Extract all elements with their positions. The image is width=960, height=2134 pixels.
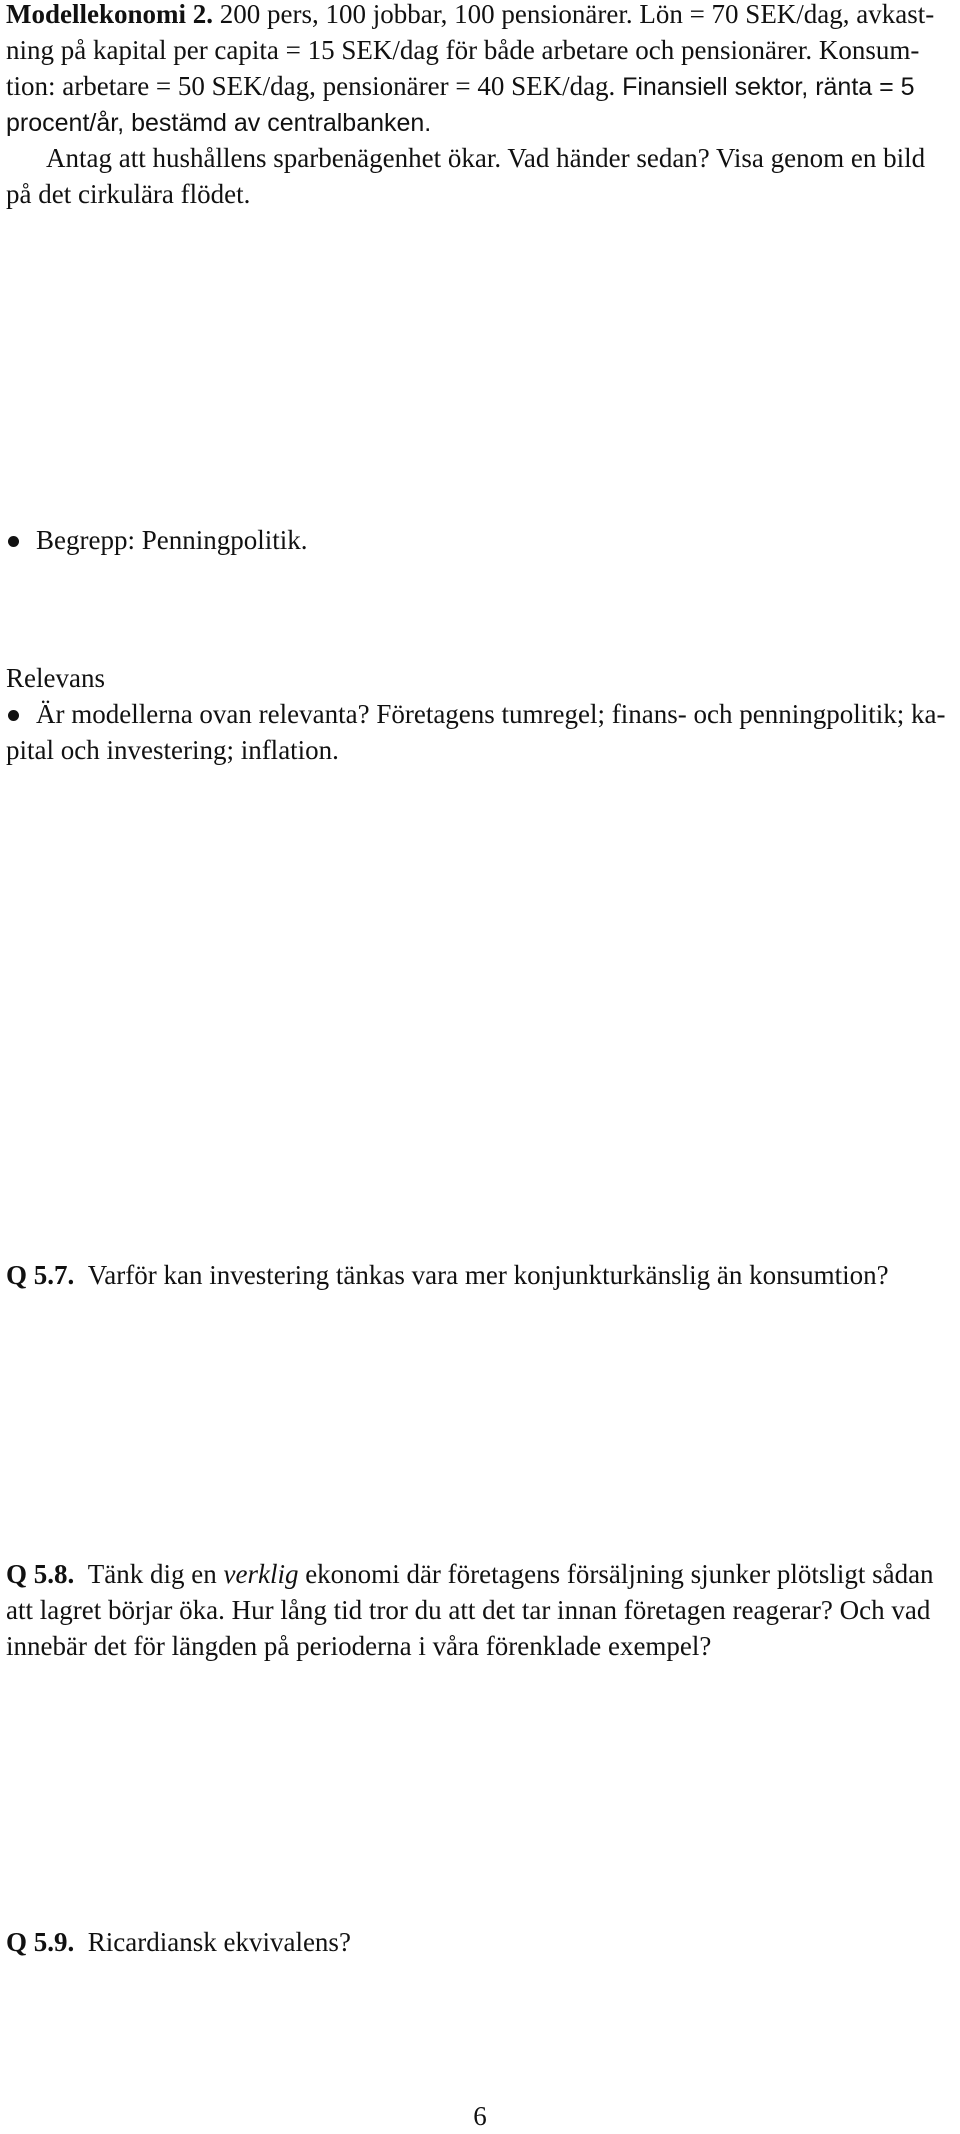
question-5-8: [6, 1556, 950, 1664]
model-economy-2-line-2: ning på kapital per capita = 15 SEK/dag för både arbetare och pensionärer. Konsum-: [6, 35, 920, 65]
question-5-8-line-3: innebär det för längden på perioderna i våra förenklade exempel?: [6, 1631, 712, 1661]
concept-text: Begrepp: Penningpolitik.: [36, 525, 308, 555]
model-economy-2-line-4: procent/år, bestämd av centralbanken.: [6, 109, 432, 137]
savings-question-paragraph: [6, 140, 950, 212]
page-number: 6: [473, 2101, 487, 2131]
consumption-text: tion: arbetare = 50 SEK/dag, pensionärer = 40 SEK/dag.: [6, 71, 616, 101]
concept-bullet: [6, 522, 950, 558]
model-economy-2-line-1: [6, 0, 950, 32]
question-5-8-text-b: ekonomi där företagens försäljning sjunker plötsligt sådan: [305, 1559, 934, 1589]
question-5-9-line: [6, 1924, 950, 1960]
question-5-9-label: Q 5.9.: [6, 1927, 75, 1957]
model-economy-2-line-3: [6, 68, 950, 105]
relevance-line-1: Är modellerna ovan relevanta? Företagens tumregel; finans- och penningpolitik; ka-: [36, 699, 946, 729]
relevance-heading: Relevans: [6, 663, 105, 693]
question-5-8-line-1: [6, 1556, 950, 1592]
relevance-bullet-row: [6, 696, 950, 732]
question-5-9-text: Ricardiansk ekvivalens?: [87, 1927, 351, 1957]
relevance-line-2: pital och investering; inflation.: [6, 735, 339, 765]
model-economy-2-paragraph: [6, 0, 950, 141]
savings-question-line-1: Antag att hushållens sparbenägenhet ökar. Vad händer sedan? Visa genom en bild: [46, 143, 926, 173]
question-5-7: [6, 1257, 950, 1293]
savings-question-line-2: på det cirkulära flödet.: [6, 179, 251, 209]
bullet-icon: [8, 536, 19, 547]
question-5-8-emphasis: verklig: [223, 1559, 299, 1589]
financial-sector-text: Finansiell sektor, ränta = 5: [622, 73, 915, 101]
question-5-8-line-2: att lagret börjar öka. Hur lång tid tror du att det tar innan företagen reagerar? Och vad: [6, 1595, 931, 1625]
question-5-7-text: Varför kan investering tänkas vara mer konjunkturkänslig än konsumtion?: [87, 1260, 889, 1290]
question-5-8-label: Q 5.8.: [6, 1559, 75, 1589]
model-economy-2-description: 200 pers, 100 jobbar, 100 pensionärer. Lön = 70 SEK/dag, avkast-: [219, 0, 935, 29]
relevance-section: [6, 660, 950, 768]
question-5-7-line: [6, 1257, 950, 1293]
model-economy-2-label: Modellekonomi 2.: [6, 0, 213, 29]
concept-bullet-row: [6, 522, 950, 558]
bullet-icon: [8, 710, 19, 721]
question-5-7-label: Q 5.7.: [6, 1260, 75, 1290]
question-5-8-text-a: Tänk dig en: [87, 1559, 217, 1589]
question-5-9: [6, 1924, 950, 1960]
